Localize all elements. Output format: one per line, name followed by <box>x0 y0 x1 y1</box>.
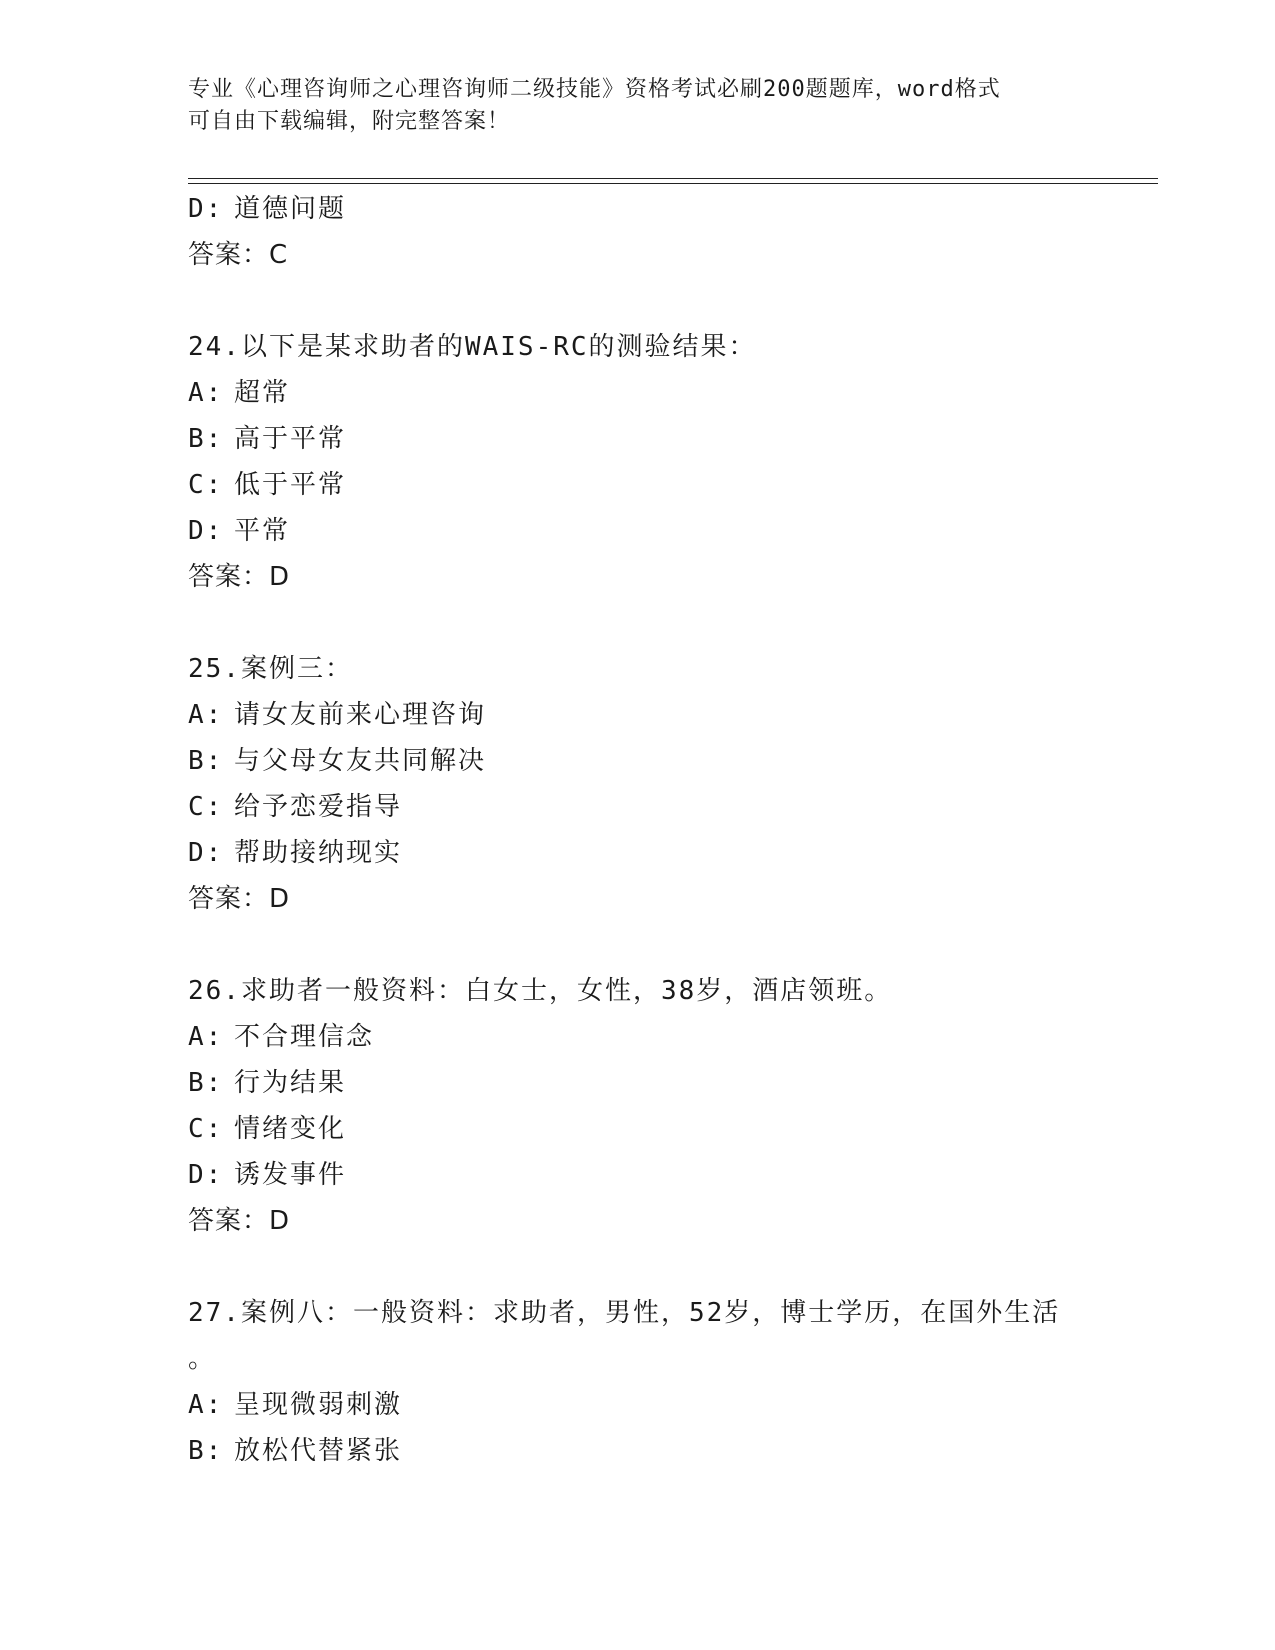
answer-line: 答案：D <box>188 1206 291 1236</box>
header-divider-bottom <box>188 183 1158 184</box>
answer-line: 答案：C <box>188 240 289 270</box>
option-key: B: <box>188 424 224 454</box>
option-key: A: <box>188 700 224 730</box>
option-text: 呈现微弱刺激 <box>234 1390 403 1420</box>
option-text: 给予恋爱指导 <box>234 792 403 822</box>
option-key: D: <box>188 838 224 868</box>
document-header <box>188 74 1068 138</box>
option-key: A: <box>188 1022 224 1052</box>
option-d <box>188 186 1148 232</box>
option-text: 诱发事件 <box>234 1160 347 1190</box>
option-c <box>188 784 1148 830</box>
option-text: 与父母女友共同解决 <box>234 746 487 776</box>
option-c <box>188 1106 1148 1152</box>
question-list <box>188 186 1148 1474</box>
option-a <box>188 692 1148 738</box>
answer-line: 答案：D <box>188 562 291 592</box>
option-text: 放松代替紧张 <box>234 1436 403 1466</box>
option-b <box>188 1060 1148 1106</box>
header-line-1: 专业《心理咨询师之心理咨询师二级技能》资格考试必刷200题题库，word格式 <box>188 77 1001 102</box>
option-text: 不合理信念 <box>234 1022 375 1052</box>
option-d <box>188 1152 1148 1198</box>
option-text: 超常 <box>234 378 291 408</box>
option-a <box>188 1382 1148 1428</box>
option-key: C: <box>188 792 224 822</box>
option-text: 低于平常 <box>234 470 347 500</box>
question-stem: 25.案例三： <box>188 654 353 684</box>
option-text: 道德问题 <box>234 194 347 224</box>
option-text: 帮助接纳现实 <box>234 838 403 868</box>
question-stem: 24.以下是某求助者的WAIS-RC的测验结果： <box>188 332 757 362</box>
option-a <box>188 370 1148 416</box>
option-text: 行为结果 <box>234 1068 347 1098</box>
option-key: A: <box>188 378 224 408</box>
option-b <box>188 1428 1148 1474</box>
option-key: B: <box>188 746 224 776</box>
option-key: D: <box>188 194 224 224</box>
option-a <box>188 1014 1148 1060</box>
option-key: B: <box>188 1436 224 1466</box>
option-key: A: <box>188 1390 224 1420</box>
question-stem: 27.案例八：一般资料：求助者，男性，52岁，博士学历，在国外生活 <box>188 1298 1061 1328</box>
option-d <box>188 508 1148 554</box>
option-b <box>188 416 1148 462</box>
option-c <box>188 462 1148 508</box>
option-text: 高于平常 <box>234 424 347 454</box>
header-line-2: 可自由下载编辑，附完整答案！ <box>188 109 511 134</box>
header-divider-top <box>188 178 1158 179</box>
option-key: C: <box>188 470 224 500</box>
option-text: 请女友前来心理咨询 <box>234 700 487 730</box>
option-key: C: <box>188 1114 224 1144</box>
option-d <box>188 830 1148 876</box>
option-b <box>188 738 1148 784</box>
question-stem: 26.求助者一般资料：白女士，女性，38岁，酒店领班。 <box>188 976 893 1006</box>
option-key: D: <box>188 1160 224 1190</box>
option-key: B: <box>188 1068 224 1098</box>
option-text: 平常 <box>234 516 291 546</box>
question-stem-continued: 。 <box>188 1344 217 1374</box>
option-text: 情绪变化 <box>234 1114 347 1144</box>
answer-line: 答案：D <box>188 884 291 914</box>
option-key: D: <box>188 516 224 546</box>
